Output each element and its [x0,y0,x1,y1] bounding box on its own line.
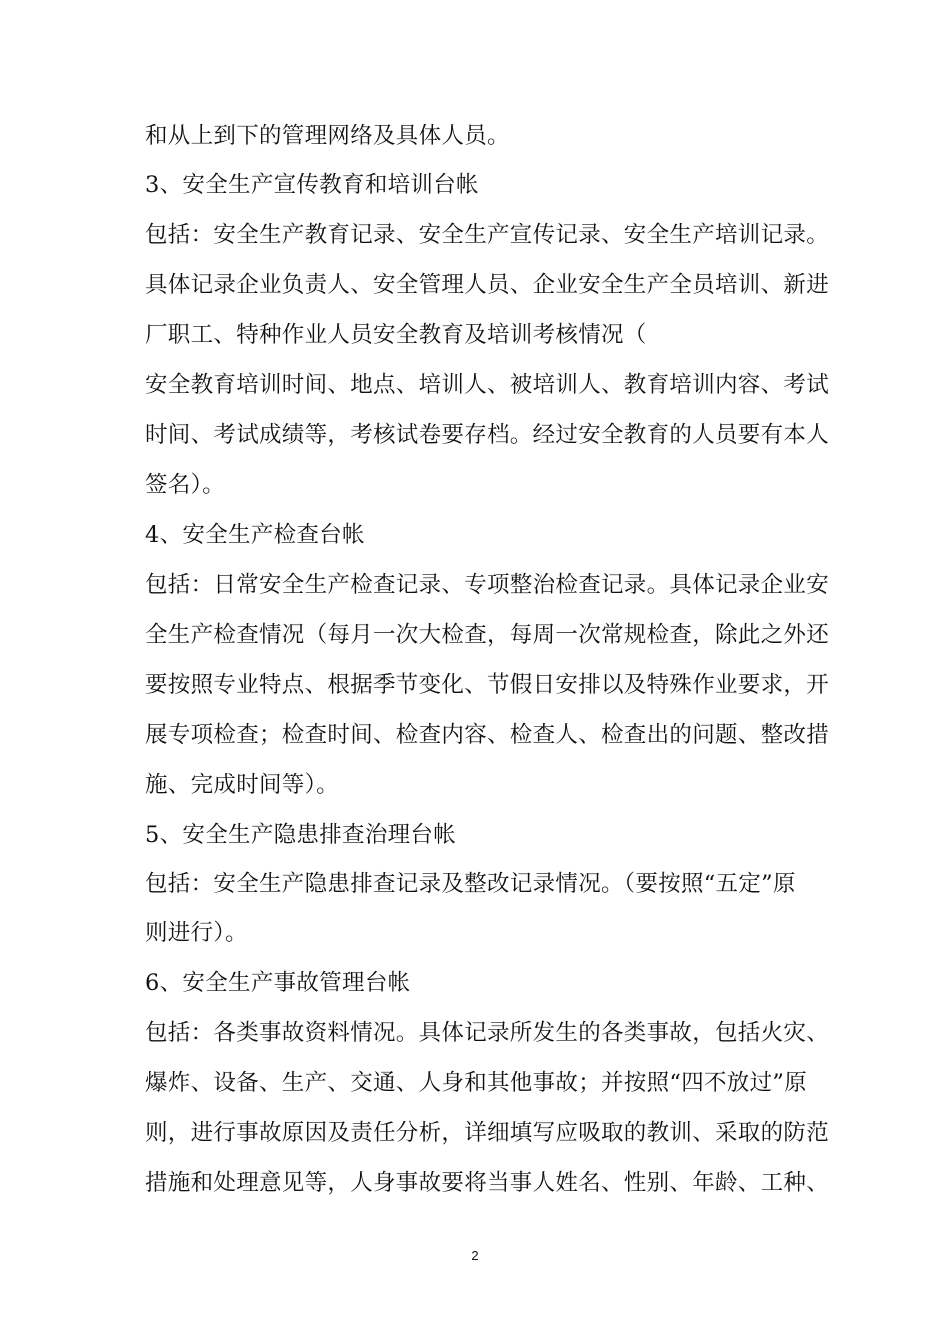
text-line: 施、完成时间等）。 [145,772,339,798]
text-line: 措施和处理意见等，人身事故要将当事人姓名、性别、年龄、工种、 [145,1170,830,1196]
text-line: 则，进行事故原因及责任分析，详细填写应吸取的教训、采取的防范 [145,1120,830,1146]
text-line: 厂职工、特种作业人员安全教育及培训考核情况（ [145,322,647,348]
text-line: 具体记录企业负责人、安全管理人员、企业安全生产全员培训、新进 [145,272,830,298]
text-line: 爆炸、设备、生产、交通、人身和其他事故；并按照“四不放过”原 [145,1070,808,1096]
text-line: 时间、考试成绩等，考核试卷要存档。经过安全教育的人员要有本人 [145,422,830,448]
section-heading: 4、安全生产检查台帐 [145,522,365,548]
section-heading: 3、安全生产宣传教育和培训台帐 [145,172,479,198]
text-line: 包括：安全生产教育记录、安全生产宣传记录、安全生产培训记录。 [145,222,830,248]
text-line: 包括：安全生产隐患排查记录及整改记录情况。（要按照“五定”原 [145,871,796,897]
text-line: 则进行）。 [145,920,248,946]
text-line: 包括：各类事故资料情况。具体记录所发生的各类事故，包括火灾、 [145,1020,830,1046]
page-number: 2 [471,1248,479,1263]
text-line: 安全教育培训时间、地点、培训人、被培训人、教育培训内容、考试 [145,372,830,398]
text-line: 和从上到下的管理网络及具体人员。 [145,123,510,149]
text-line: 包括：日常安全生产检查记录、专项整治检查记录。具体记录企业安 [145,572,830,598]
text-line: 要按照专业特点、根据季节变化、节假日安排以及特殊作业要求，开 [145,672,830,698]
section-heading: 6、安全生产事故管理台帐 [145,970,411,996]
text-line: 签名）。 [145,472,225,498]
section-heading: 5、安全生产隐患排查治理台帐 [145,822,457,848]
text-line: 全生产检查情况（每月一次大检查，每周一次常规检查，除此之外还 [145,622,830,648]
text-line: 展专项检查；检查时间、检查内容、检查人、检查出的问题、整改措 [145,722,830,748]
